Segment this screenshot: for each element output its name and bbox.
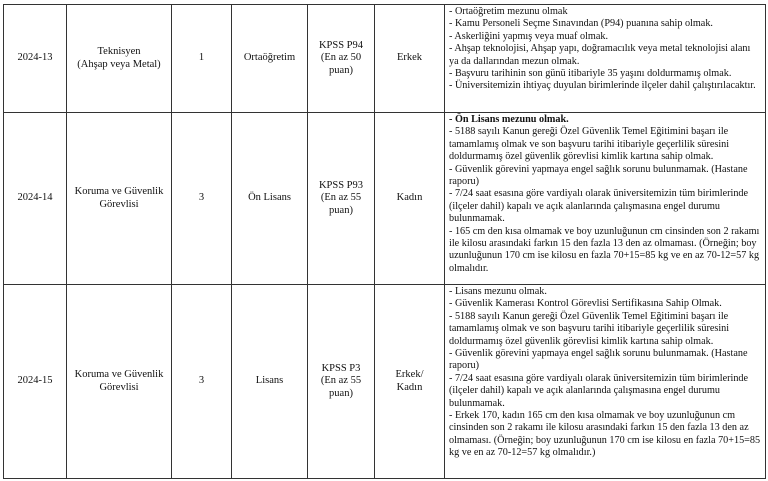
list-item: - Ön Lisans mezunu olmak. bbox=[449, 114, 569, 125]
position-count: 3 bbox=[172, 285, 232, 479]
list-item: - Erkek 170, kadın 165 cm den kısa olmamak ve boy uzunluğunun cm cinsinden son 2 rakamı ile kilosu arasındaki farkın 15 den fazla 13 den az olmaması. (Örneğin; boy uzunluğunun 170 cm ise kilosu en fazla 70+15=85 kg ve en az 70-12=57 kg olmalıdır.) bbox=[449, 410, 761, 459]
education-level: Ön Lisans bbox=[232, 113, 308, 285]
kpss-requirement: KPSS P93 (En az 55 puan) bbox=[308, 113, 375, 285]
education-level: Ortaöğretim bbox=[232, 5, 308, 113]
position-title: Koruma ve Güvenlik Görevlisi bbox=[67, 285, 172, 479]
list-item: - Lisans mezunu olmak. bbox=[449, 286, 547, 297]
list-item: - Üniversitemizin ihtiyaç duyulan birimlerinde ilçeler dahil çalıştırılacaktır. bbox=[449, 80, 756, 92]
table-row bbox=[4, 113, 766, 285]
kpss-requirement: KPSS P94 (En az 50 puan) bbox=[308, 5, 375, 113]
gender: Erkek/ Kadın bbox=[375, 285, 445, 479]
table-row bbox=[4, 5, 766, 113]
list-item: - Ortaöğretim mezunu olmak bbox=[449, 6, 568, 17]
list-item: - Ahşap teknolojisi, Ahşap yapı, doğramacılık veya metal teknolojisi alanı ya da dallarından mezun olmak. bbox=[449, 43, 751, 67]
list-item: - 7/24 saat esasına göre vardiyalı olarak üniversitemizin tüm birimlerinde (ilçeler dahil) kapalı ve açık alanlarında çalışmasına engel durumu bulunmamak. bbox=[449, 188, 749, 225]
job-table-page bbox=[3, 4, 765, 479]
requirements-list bbox=[445, 113, 766, 285]
list-item: - 165 cm den kısa olmamak ve boy uzunluğunun cm cinsinden son 2 rakamı ile kilosu arasındaki farkın 15 den fazla 13 den az olmaması. (Örneğin; boy uzunluğunun 170 cm ise kilosu en fazla 70+15=85 kg ve en az 70-12=57 kg olmalıdır. bbox=[449, 225, 760, 274]
list-item: - Başvuru tarihinin son günü itibariyle 35 yaşını doldurmamış olmak. bbox=[449, 68, 732, 80]
education-level: Lisans bbox=[232, 285, 308, 479]
position-code: 2024-13 bbox=[4, 5, 67, 113]
position-code: 2024-15 bbox=[4, 285, 67, 479]
gender: Erkek bbox=[375, 5, 445, 113]
position-count: 3 bbox=[172, 113, 232, 285]
list-item: - Güvenlik Kamerası Kontrol Görevlisi Sertifikasına Sahip Olmak. bbox=[449, 298, 722, 310]
position-code: 2024-14 bbox=[4, 113, 67, 285]
list-item: - 5188 sayılı Kanun gereği Özel Güvenlik Temel Eğitimini başarı ile tamamlamış olmak ve son başvuru tarihi itibariyle geçerlilik süresini doldurmamış özel güvenlik görevlisi kimlik kartına sahip olmak. bbox=[449, 126, 730, 163]
gender: Kadın bbox=[375, 113, 445, 285]
requirements-list bbox=[445, 285, 766, 479]
requirements-list bbox=[445, 5, 766, 113]
position-title: Teknisyen (Ahşap veya Metal) bbox=[67, 5, 172, 113]
job-requirements-table bbox=[3, 4, 766, 479]
list-item: - 5188 sayılı Kanun gereği Özel Güvenlik Temel Eğitimini başarı ile tamamlamış olmak ve son başvuru tarihi itibariyle geçerlilik süresini doldurmamış özel güvenlik görevlisi kimlik kartına sahip olmak. bbox=[449, 310, 730, 347]
list-item: - Güvenlik görevini yapmaya engel sağlık sorunu bulunmamak. (Hastane raporu) bbox=[449, 163, 748, 188]
position-count: 1 bbox=[172, 5, 232, 113]
list-item: - Askerliğini yapmış veya muaf olmak. bbox=[449, 30, 609, 42]
list-item: - 7/24 saat esasına göre vardiyalı olarak üniversitemizin tüm birimlerinde (ilçeler dahil) kapalı ve açık alanlarında çalışmasına engel durumu bulunmamak. bbox=[449, 372, 749, 409]
list-item: - Güvenlik görevini yapmaya engel sağlık sorunu bulunmamak. (Hastane raporu) bbox=[449, 348, 748, 372]
table-row bbox=[4, 285, 766, 479]
list-item: - Kamu Personeli Seçme Sınavından (P94) puanına sahip olmak. bbox=[449, 18, 713, 30]
kpss-requirement: KPSS P3 (En az 55 puan) bbox=[308, 285, 375, 479]
position-title: Koruma ve Güvenlik Görevlisi bbox=[67, 113, 172, 285]
